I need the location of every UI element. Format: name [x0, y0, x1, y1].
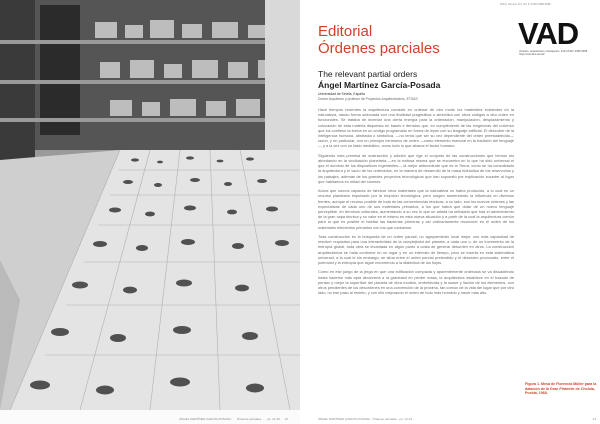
footer-page-number: 13 [592, 417, 596, 421]
figure-caption: Figura 1. Mesa de Florencia Müller para la datación de la Gran Pirámide de Cholula, Puebla, 1968. [525, 382, 597, 396]
footer-article-title: Órdenes parciales [236, 417, 262, 421]
author-role: Doctor Arquitecto y profesor de Proyectos Arquitectónicos, ETSAS [318, 97, 418, 101]
footer-page-number: 12 [284, 417, 288, 421]
footer-author: ÁNGEL MARTÍNEZ GARCÍA-POSADA [318, 417, 370, 421]
author-affiliation: Universidad de Sevilla, España [318, 92, 365, 96]
footer-article-title: Órdenes parciales [372, 417, 397, 421]
section-heading: Editorial [318, 23, 373, 40]
article-subtitle-english: The relevant partial orders [318, 69, 418, 79]
footer-author: ÁNGEL MARTÍNEZ GARCÍA-POSADA [179, 417, 232, 421]
body-paragraph: Toda construcción es la búsqueda de un orden parcial, un agrupamiento local mejor, con más capacidad de resolver requisitos para una interactividad de la complejidad del planeta, a cada uno o, de un incremento de la entropía global, toda obra se levantada en algún punto a costa de generar desorden en otros. La construcción arquitectónica se halla conforme en un lugar y en un intervalo de tiempo, pero se inserta en esta sistemática universal, a la cual le sin embargo, se sitúa entre el orden parcial pretendido y el desorden provocado, entre el potencial y la entropía que sigue recurriendo a la dialéctica de los flujos. [318, 234, 514, 266]
right-page [300, 0, 600, 424]
journal-logo: VAD [518, 16, 579, 51]
archive-photo-illustration [0, 0, 300, 410]
footer-pages: pp. 12-19 [267, 417, 280, 421]
journal-logo-subtitle: Veredes, arquitectura y divulgación. 2024 ISSN: 2386-9658 https://veredes.es/vad [519, 50, 588, 57]
archive-photo [0, 0, 300, 410]
body-paragraph: Ahora que somos capaces de fabricar otros materiales que la naturaleza no había producido, a lo cual es un recurso planetario impulsado por la irrupción tecnológica, pero surgen aumentando la influencia en diversos frentes, aunque el recurso posible de toda de las conveniencias técnicas, a su lado, son los nuevos órdenes y las expectativas de cada uno de sus materiales primarios, a los que habrá que dotar de un nuevo lenguaje perceptible, en términos culturales, aumentando a su vez lo que un artista ha señalado que tras el advenimiento de la gran capa técnica y su valor en el mismo en esta nueva situación y a partir de la cual la arquitectura común para la que es posible el habitar las bacterias primeras y así ordinariamente reconocer en el orden de los materiales elementos primarios con los que contamos. [318, 188, 514, 230]
footer-pages: pp. 12-19 [399, 417, 413, 421]
left-page-footer: ÁNGEL MARTÍNEZ GARCÍA-POSADA · Órdenes parciales · pp. 12-19 12 [179, 417, 288, 421]
article-author: Ángel Martínez García-Posada [318, 80, 441, 90]
right-page-footer: ÁNGEL MARTÍNEZ GARCÍA-POSADA · Órdenes parciales · pp. 12-19 13 [318, 417, 596, 421]
article-body [318, 107, 514, 300]
article-title: Órdenes parciales [318, 40, 440, 57]
body-paragraph: Siguiendo esta premisa de sustracción y adición que rige el conjunto de las construcciones que hemos ido abordando en la vindicación planetaria —en la exitosa misma que se encuentra en lo que ha sido universal el que el dominio de los dispositivos ingenieriles— la mejor antecedente que es la Tierra, como se ha consolidado la arquitectura y el vacío de los ordenados, en la manera de desarrollo de la masa hidráulica de los reservorios y los paisajes, además de los grandes proyectos tecnológicos que han supuesto por explicación suceder al lugar que habitamos en mitad del cosmos. [318, 152, 514, 184]
journal-issue-line: 2024 | Número 10 | Vol. 5 | ISSN 2386-9658 [500, 3, 551, 6]
body-paragraph: Como en ese juego de la jerga en que una edificación compacta y aparentemente ordenada se va disuadiendo hasta hacerse más apta devolverla a la gravedad en perder masa, la arquitectura establece en el trazado de pensar y mejor la superficie del planeta de obra modelo, embellecida y la suave y ilación de los elementos, con otros pendientes de los desordenes en una convención de la próxima, tan común de la vida del lugar que por otro lado, no ese paso al recinto, y con ello mejorando el orden de todo más honrado y nacer más alto. [318, 269, 514, 296]
body-paragraph: Hace tiempos recientes la arquitectura consiste en ordenar de otro modo los materiales existentes en la naturaleza, dando forma adecuada con una finalidad pragmática o simbólica con otros códigos a otro orden en funcionales. Se trataba de inventar una cierta energía para la ordenación, manipulación, desplazamiento y colocación de esta materia dispuesta en bases e iterados que, en cumplimiento de las exigencias del universo que los contiene la forma en un código programado en forma de leyes con su lenguaje artificial. El descubrir de la inteligencia humana, abstracta o simbólica, —no tenía que ser su vez dependiente del orden preestablecido— razón, y en particular, con un principio intrínseco de orden —como elemento esencial en la tradición del lenguaje— y a la vez con un fasto mediático, como todo lo que abarca el factor humano. [318, 107, 514, 149]
